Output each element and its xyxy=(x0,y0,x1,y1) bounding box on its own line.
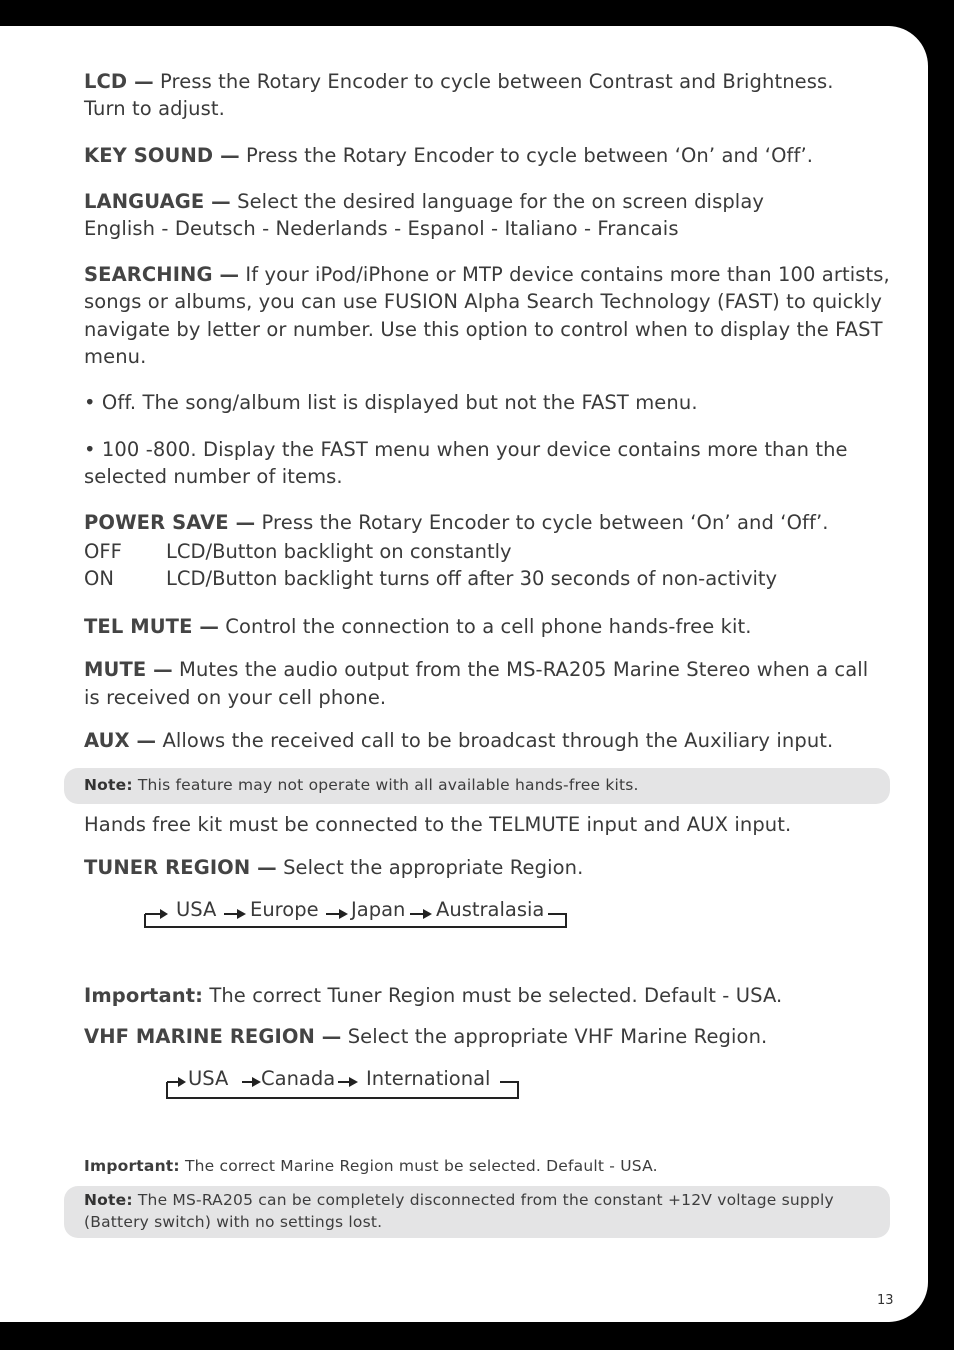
important-marine-region: Important: The correct Marine Region must be selected. Default - USA. xyxy=(84,1157,658,1175)
important-tuner-region: Important: The correct Tuner Region must be selected. Default - USA. xyxy=(84,984,783,1007)
tuner-region-cycle xyxy=(0,898,954,924)
tuner-region-setting: TUNER REGION — Select the appropriate Region. xyxy=(84,856,584,879)
power-save-off-row: OFF LCD/Button backlight on constantly xyxy=(84,540,512,563)
key-sound-setting: KEY SOUND — Press the Rotary Encoder to cycle between ‘On’ and ‘Off’. xyxy=(84,144,814,167)
note-box-handsfree: Note: This feature may not operate with all available hands-free kits. xyxy=(64,768,890,804)
tuner-region-europe: Europe xyxy=(250,898,319,921)
aux-setting: AUX — Allows the received call to be broadcast through the Auxiliary input. xyxy=(84,729,834,752)
mute-setting: MUTE — Mutes the audio output from the MS-RA205 Marine Stereo when a call xyxy=(84,658,869,681)
language-options: English - Deutsch - Nederlands - Espanol - Italiano - Francais xyxy=(84,217,679,240)
searching-line2: songs or albums, you can use FUSION Alpha Search Technology (FAST) to quickly xyxy=(84,290,883,313)
power-save-on-row: ON LCD/Button backlight turns off after 30 seconds of non-activity xyxy=(84,567,778,590)
tuner-region-japan: Japan xyxy=(351,898,406,921)
vhf-region-international: International xyxy=(366,1067,491,1090)
bullet-range-line2: selected number of items. xyxy=(84,465,343,488)
lcd-setting-line2: Turn to adjust. xyxy=(84,97,225,120)
power-save-setting: POWER SAVE — Press the Rotary Encoder to cycle between ‘On’ and ‘Off’. xyxy=(84,511,829,534)
lcd-setting: LCD — Press the Rotary Encoder to cycle between Contrast and Brightness. xyxy=(84,70,834,93)
note-battery-line2: (Battery switch) with no settings lost. xyxy=(84,1213,383,1231)
tel-mute-setting: TEL MUTE — Control the connection to a cell phone hands-free kit. xyxy=(84,615,752,638)
tuner-region-australasia: Australasia xyxy=(436,898,545,921)
vhf-region-usa: USA xyxy=(188,1067,229,1090)
page-number: 13 xyxy=(877,1293,894,1308)
searching-line3: navigate by letter or number. Use this option to control when to display the FAST xyxy=(84,318,883,341)
bullet-off: • Off. The song/album list is displayed but not the FAST menu. xyxy=(84,391,698,414)
note-box-battery: Note: The MS-RA205 can be completely disconnected from the constant +12V voltage supply (Battery switch) with no settings lost. xyxy=(64,1186,890,1238)
mute-setting-line2: is received on your cell phone. xyxy=(84,686,387,709)
vhf-region-cycle xyxy=(0,1067,954,1093)
searching-setting: SEARCHING — If your iPod/iPhone or MTP device contains more than 100 artists, xyxy=(84,263,890,286)
searching-line4: menu. xyxy=(84,345,147,368)
vhf-region-canada: Canada xyxy=(261,1067,336,1090)
vhf-region-setting: VHF MARINE REGION — Select the appropriate VHF Marine Region. xyxy=(84,1025,768,1048)
hands-free-text: Hands free kit must be connected to the TELMUTE input and AUX input. xyxy=(84,813,792,836)
language-setting: LANGUAGE — Select the desired language for the on screen display xyxy=(84,190,765,213)
bullet-range: • 100 -800. Display the FAST menu when your device contains more than the xyxy=(84,438,848,461)
tuner-region-usa: USA xyxy=(176,898,217,921)
